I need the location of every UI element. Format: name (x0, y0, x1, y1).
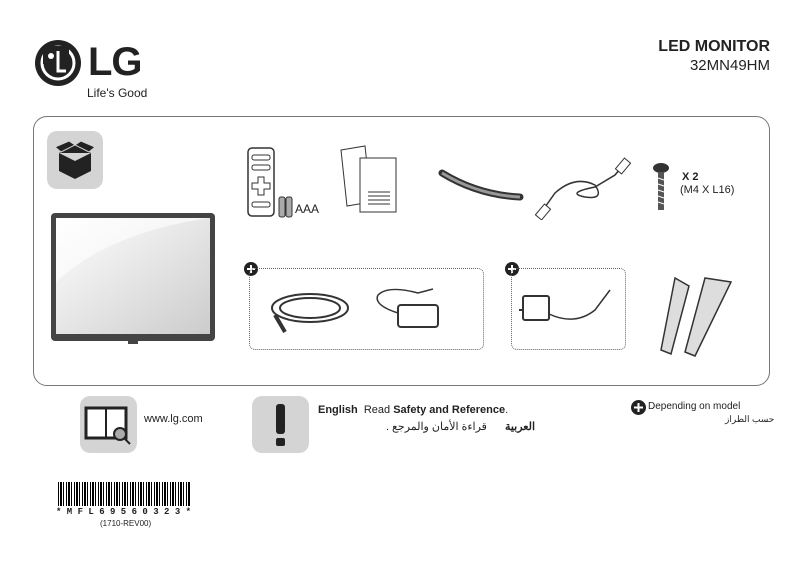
monitor-illustration (50, 212, 218, 346)
screw-count: X 2 (682, 171, 699, 183)
screw-icon (652, 162, 670, 214)
warning-icon (252, 396, 309, 453)
website-link[interactable]: www.lg.com (144, 413, 203, 425)
hdmi-cable-icon (535, 155, 635, 220)
lg-logo-icon (33, 38, 83, 88)
revision-code: (1710-REV00) (100, 519, 152, 528)
stand-arm-icon (438, 165, 524, 205)
online-manual-icon (80, 396, 137, 453)
tagline: Life's Good (87, 86, 148, 100)
product-type: LED MONITOR (658, 38, 770, 55)
safety-notice-english: English Read Safety and Reference. (318, 404, 509, 416)
barcode-text: * M F L 6 9 5 6 0 3 2 3 * (56, 507, 192, 517)
box-contents-icon (47, 131, 103, 189)
battery-icon (278, 196, 294, 218)
optional-note: Depending on model (648, 401, 741, 412)
safety-notice-arabic: العربية قراءة الأمان والمرجع . (385, 421, 535, 433)
remote-control-icon (247, 147, 277, 217)
manuals-icon (338, 144, 400, 216)
brand-name: LG (88, 40, 142, 84)
ac-adapter-icon (368, 285, 448, 340)
model-number: 32MN49HM (689, 57, 770, 74)
optional-note-arabic: حسب الطراز (725, 414, 775, 424)
battery-label: AAA (295, 202, 320, 216)
barcode (58, 482, 190, 506)
power-cord-icon (265, 280, 360, 340)
screw-size: (M4 X L16) (680, 184, 735, 196)
wall-adapter-icon (515, 280, 620, 340)
optional-plus-icon (631, 400, 646, 415)
stand-base-icon (655, 272, 740, 362)
